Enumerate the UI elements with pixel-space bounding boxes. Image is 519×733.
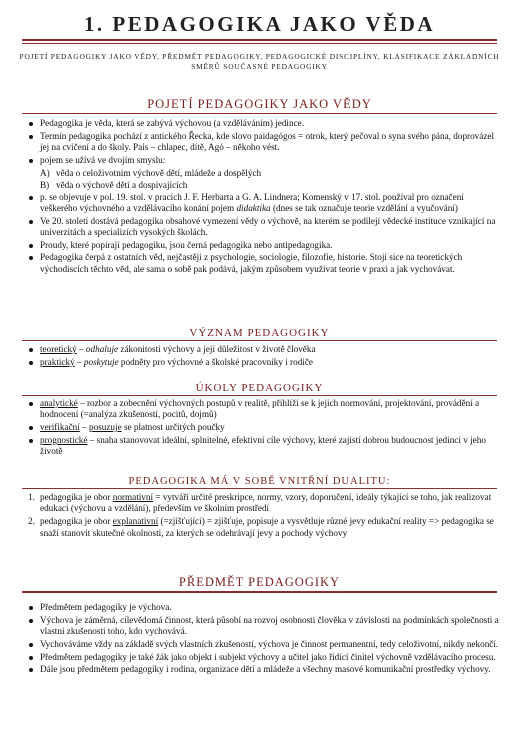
section-heading-text: POJETÍ PEDAGOGIKY JAKO VĚDY: [147, 97, 372, 111]
term: verifikační: [40, 422, 80, 432]
sep: –: [76, 344, 86, 354]
list-subitem: [22, 180, 502, 191]
ukoly-list: [22, 398, 502, 459]
list-item-text: – snaha stanovovat ideální, splnitelné, efektivní cíle výchovy, které zajistí dobrou budoucnost jedinci v jeho životě: [40, 434, 486, 456]
section-heading-pojeti: [22, 97, 497, 114]
list-item: [22, 422, 502, 433]
list-item-text: p. se objevuje v pol. 19. stol. v pracích J. F. Herbarta a G. A. Lindnera; Komenský v 17. stol. používal pro označení veškerého výchovného a vzdělávacího konání pojem: [40, 191, 464, 213]
list-item: Proudy, které popírají pedagogiku, jsou černá pedagogika nebo antipedagogika.: [22, 240, 502, 251]
section-heading-ukoly: [22, 382, 497, 396]
list-item: Pedagogika čerpá z ostatních věd, nejčastěji z psychologie, sociologie, filozofie, historie. Stojí sice na teoretických východiscích těchto věd, ale sama o sobě pak podává, jakým způsobem využívat teorie v praxi a jak vychovávat.: [22, 252, 502, 274]
vyznam-list: [22, 344, 502, 370]
section-heading-text: PŘEDMĚT PEDAGOGIKY: [178, 575, 341, 589]
page-title: 1. PEDAGOGIKA JAKO VĚDA: [83, 12, 436, 36]
list-item: Dále jsou předmětem pedagogiky i rodina, organizace dětí a mládeže a všechny masové komunikační prostředky výchovy.: [22, 664, 502, 675]
list-item: [22, 357, 502, 368]
list-item: [22, 344, 502, 355]
section-heading-text: PEDAGOGIKA MÁ V SOBĚ VNITŘNÍ DUALITU:: [128, 476, 391, 487]
list-item: Termín pedagogika pochází z antického Řecka, kde slovo paidagógos = otrok, který pečoval o syna svého pána, doprovázel jej na cvičení a do školy. Pais – chlapec, dítě, Agó – někoho vést.: [22, 131, 502, 153]
item-number: 1.: [28, 492, 35, 502]
sub-mark: A): [40, 167, 50, 178]
list-item-text: (=zjišťující) = zjišťuje, popisuje a vysvětluje různé jevy edukační reality => pedagogika se snaží stanovit skutečné okolnosti, za kterých se odehrávají jevy a pochody výchovy: [40, 516, 494, 538]
term: normativní: [112, 492, 154, 502]
list-item-text: pedagogika je obor: [40, 492, 113, 502]
list-item: pojem se užívá ve dvojím smyslu:: [22, 155, 502, 166]
term: praktický: [40, 356, 75, 367]
section-rule: [22, 488, 497, 489]
term: posuzuje: [88, 422, 122, 432]
list-item: [22, 516, 502, 538]
list-item-text: = vytváří určité preskripce, normy, vzory, doporučení, ideály týkající se toho, jak realizovat edukaci (výchovu a vzdělání), především ve školním prostředí: [40, 492, 492, 514]
list-item-text: –: [79, 422, 89, 432]
list-item: Pedagogika je věda, která se zabývá výchovou (a vzděláváním) jedince.: [22, 118, 502, 129]
section-heading-vyznam: [22, 327, 497, 341]
section-heading-predmet: [22, 575, 497, 593]
section-heading-text: ÚKOLY PEDAGOGIKY: [195, 382, 324, 394]
section-rule: [22, 591, 497, 593]
list-item: Předmětem pedagogiky je výchova.: [22, 602, 502, 613]
predmet-list: [22, 602, 502, 677]
title-rule: [22, 39, 497, 41]
title-block: [22, 12, 497, 44]
list-item: Výchova je záměrná, cílevědomá činnost, která působí na rozvoj osobnosti člověka v závislosti na podmínkách společnosti a vlastní zkušenosti toho, kdo vychovává.: [22, 615, 502, 637]
section-heading-dualita: [22, 476, 497, 489]
section-rule: [22, 113, 497, 114]
dualita-list: [22, 492, 502, 541]
list-item-text: zákonitosti výchovy a její důležitost v životě člověka: [118, 344, 316, 354]
list-item: [22, 192, 502, 214]
term: prognostické: [40, 434, 88, 445]
list-item: [22, 398, 502, 420]
list-item: Ve 20. století dostává pedagogika obsahové vymezení vědy o výchově, na kterém se podílejí vědecké instituce vznikající na univerzitách a specializích vysokých školách.: [22, 216, 502, 238]
section-rule: [22, 340, 497, 341]
emphasis: odhaluje: [85, 344, 119, 354]
section-rule: [22, 395, 497, 396]
list-item-text: (dnes se tak označuje teorie vzdělání a vyučování): [270, 202, 458, 213]
sub-text: věda o výchově dětí a dospívajících: [56, 179, 188, 190]
term: explanativní: [112, 516, 159, 527]
list-item-text: pedagogika je obor: [40, 516, 113, 527]
pojeti-list: [22, 118, 502, 276]
list-item: [22, 435, 502, 457]
list-item: [22, 492, 502, 514]
list-item-text: se platnost určitých poučky: [121, 422, 225, 432]
list-item-text: – rozbor a zobecnění výchovných postupů v realitě, přihlíží se k jejich normování, projektování, provádění a hodnocení (=analýza zkušeností, pocitů, dojmů): [40, 398, 480, 420]
sub-mark: B): [40, 179, 50, 190]
list-item-text: podněty pro výchovné a školské pracovníky i rodiče: [118, 356, 314, 367]
title-rule-thin: [22, 43, 497, 44]
section-heading-text: VÝZNAM PEDAGOGIKY: [189, 327, 330, 339]
term: analytické: [40, 398, 78, 408]
list-subitem: [22, 168, 502, 179]
item-number: 2.: [28, 516, 35, 527]
term: teoretický: [40, 344, 77, 354]
list-item: Vychováváme vždy na základě svých vlastních zkušeností, výchova je činnost permanentní, tedy celoživotní, nikdy nekončí.: [22, 639, 502, 650]
list-item: Předmětem pedagogiky je také žák jako objekt i subjekt výchovy a učitel jako řídící činitel výchovně vzdělávacího procesu.: [22, 652, 502, 663]
sub-text: věda o celoživotním výchově dětí, mládeže a dospělých: [56, 167, 262, 178]
page-subtitle: POJETÍ PEDAGOGIKY JAKO VĚDY, PŘEDMĚT PEDAGOGIKY, PEDAGOGICKÉ DISCIPLÍNY, KLASIFIKACE ZÁKLADNÍCH SMĚRŮ SOUČASNÉ PEDAGOGIKY: [19, 52, 500, 71]
sep: –: [74, 356, 84, 367]
emphasis: poskytuje: [83, 356, 119, 367]
didaktika-term: didaktika: [236, 202, 271, 213]
